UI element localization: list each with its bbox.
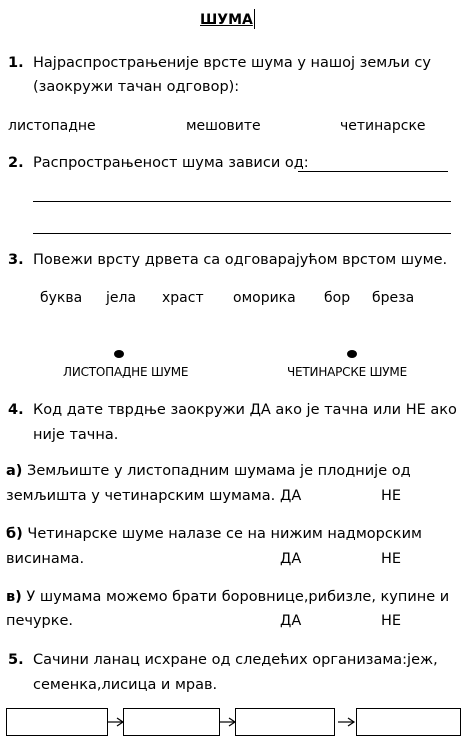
q2-answer-line-2[interactable] <box>33 201 451 202</box>
q5-text-line2: семенка,лисица и мрав. <box>33 677 218 693</box>
q1-option-mixed[interactable]: мешовите <box>186 118 261 134</box>
q2-number: 2. <box>8 155 24 171</box>
food-chain-box-2[interactable] <box>123 708 220 736</box>
tree-fir[interactable]: јела <box>106 290 137 306</box>
q4b-statement-line2: висинама. <box>6 551 85 567</box>
forest-right-connector-dot[interactable] <box>347 350 357 358</box>
q4a-text: Земљиште у листопадним шумама је плодније од <box>22 463 411 479</box>
tree-beech[interactable]: буква <box>40 290 83 306</box>
tree-birch[interactable]: бреза <box>372 290 415 306</box>
tree-oak[interactable]: храст <box>162 290 204 306</box>
tree-pine[interactable]: бор <box>324 290 351 306</box>
q4a-yes-option[interactable]: ДА <box>280 488 302 504</box>
food-chain-box-4[interactable] <box>356 708 461 736</box>
q5-text-line1: Сачини ланац исхране од следећих организама:јеж, <box>33 652 438 668</box>
q4c-text: У шумама можемо брати боровнице,рибизле, купине и <box>21 589 450 605</box>
q4b-no-option[interactable]: НЕ <box>381 551 402 567</box>
q4c-statement-line2: печурке. <box>6 613 74 629</box>
q1-number: 1. <box>8 55 24 71</box>
forest-deciduous-label: ЛИСТОПАДНЕ ШУМЕ <box>63 365 189 379</box>
q4b-statement-line1 <box>6 526 422 542</box>
q4a-statement-line2: земљишта у четинарским шумама. <box>6 488 276 504</box>
q4a-letter: а) <box>6 463 23 479</box>
q4c-statement-line1 <box>6 589 449 605</box>
q4a-statement-line1 <box>6 463 411 479</box>
arrow-right-icon <box>338 715 356 729</box>
q4b-yes-option[interactable]: ДА <box>280 551 302 567</box>
forest-coniferous-label: ЧЕТИНАРСКЕ ШУМЕ <box>287 365 407 379</box>
q4-text-line1: Код дате тврдње заокружи ДА ако је тачна или НЕ ако <box>33 402 457 418</box>
q1-text-line1: Најраспрострањеније врсте шума у нашој земљи су <box>33 55 431 71</box>
forest-left-connector-dot[interactable] <box>114 350 124 358</box>
q4a-no-option[interactable]: НЕ <box>381 488 402 504</box>
q3-number: 3. <box>8 252 24 268</box>
food-chain-box-1[interactable] <box>6 708 108 736</box>
q1-option-coniferous[interactable]: четинарске <box>340 118 426 134</box>
q3-text: Повежи врсту дрвета са одговарајућом врстом шуме. <box>33 252 448 268</box>
food-chain-box-3[interactable] <box>235 708 335 736</box>
q1-text-line2: (заокружи тачан одговор): <box>33 79 240 95</box>
q4b-text: Четинарске шуме налазе се на нижим надморским <box>22 526 422 542</box>
q4c-yes-option[interactable]: ДА <box>280 613 302 629</box>
q2-answer-line-1[interactable] <box>298 171 448 172</box>
q4c-letter: в) <box>6 589 22 605</box>
q2-text: Распрострањеност шума зависи од: <box>33 155 309 171</box>
q4-number: 4. <box>8 402 24 418</box>
q1-option-deciduous[interactable]: листопадне <box>8 118 96 134</box>
q5-number: 5. <box>8 652 24 668</box>
q4b-letter: б) <box>6 526 23 542</box>
q2-answer-line-3[interactable] <box>33 233 451 234</box>
q4-text-line2: није тачна. <box>33 427 119 443</box>
text-cursor <box>254 9 255 29</box>
tree-spruce[interactable]: оморика <box>233 290 296 306</box>
page-title: ШУМА <box>200 12 253 28</box>
q4c-no-option[interactable]: НЕ <box>381 613 402 629</box>
